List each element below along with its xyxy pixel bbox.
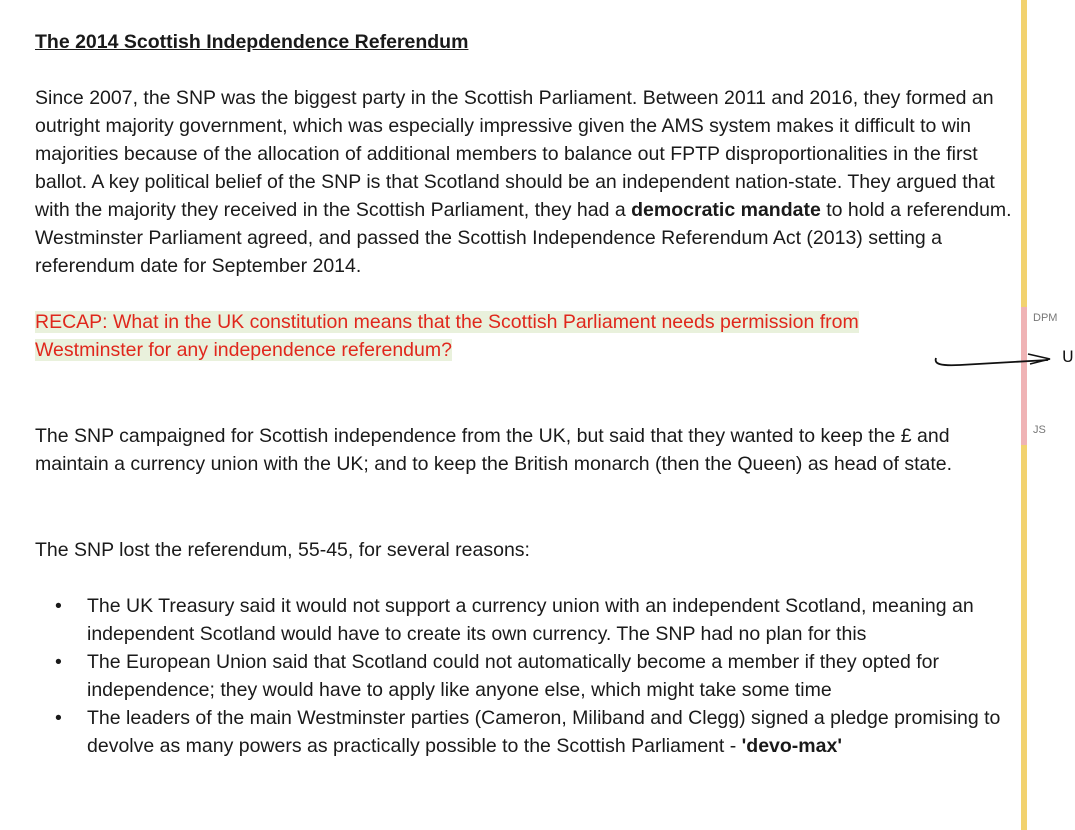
paragraph-intro-text-end: to hold a referendum. Westminster Parliament agreed, and passed the Scottish Independence Referendum Act (2013) setting a referendum date for September 2014.: [35, 199, 1012, 277]
bullet-glyph: •: [55, 595, 62, 617]
paragraph-campaign: The SNP campaigned for Scottish independence from the UK, but said that they wanted to keep the £ and maintain a currency union with the UK; and to keep the British monarch (then the Queen) as head of state.: [35, 425, 953, 475]
list-item-text: The UK Treasury said it would not support a currency union with an independent Scotland, meaning an independent Scotland would have to create its own currency. The SNP had no plan for this: [87, 595, 974, 645]
comment-marker-js[interactable]: JS: [1033, 424, 1046, 436]
list-item: [35, 648, 1015, 704]
bullet-glyph: •: [55, 651, 62, 673]
bullet-glyph: •: [55, 707, 62, 729]
margin-comment-bar: [1021, 307, 1027, 445]
reasons-list: [35, 592, 1015, 760]
handwritten-arrow-icon: [930, 340, 1075, 375]
paragraph-intro-text: Since 2007, the SNP was the biggest party in the Scottish Parliament. Between 2011 and 2016, they formed an outright majority government, which was especially impressive given the AMS system makes it difficult to win majorities because of the allocation of additional members to balance out FPTP disproportionalities in the first ballot. A key political belief of the SNP is that Scotland should be an independent nation-state. They argued that with the majority they received in the Scottish Parliament, they had a: [35, 87, 995, 221]
list-item: [35, 704, 1015, 760]
list-item-text: The European Union said that Scotland could not automatically become a member if they opted for independence; they would have to apply like anyone else, which might take some time: [87, 651, 939, 701]
recap-line-1: RECAP: What in the UK constitution means that the Scottish Parliament needs permission from: [35, 311, 859, 333]
paragraph-result: The SNP lost the referendum, 55-45, for several reasons:: [35, 539, 530, 561]
recap-question: [35, 308, 859, 364]
list-item-text: The leaders of the main Westminster parties (Cameron, Miliband and Clegg) signed a pledge promising to devolve as many powers as practically possible to the Scottish Parliament -: [87, 707, 1001, 757]
document-title: The 2014 Scottish Indepdendence Referendum: [35, 31, 469, 53]
handwritten-letter: U: [1062, 347, 1074, 366]
comment-marker-dpm[interactable]: DPM: [1033, 312, 1058, 324]
document-body: [35, 28, 1015, 757]
paragraph-intro: [35, 84, 1015, 280]
recap-line-2: Westminster for any independence referendum?: [35, 339, 452, 361]
devo-max-term: 'devo-max': [741, 735, 842, 757]
list-item: [35, 592, 1015, 648]
democratic-mandate-term: democratic mandate: [631, 199, 821, 221]
